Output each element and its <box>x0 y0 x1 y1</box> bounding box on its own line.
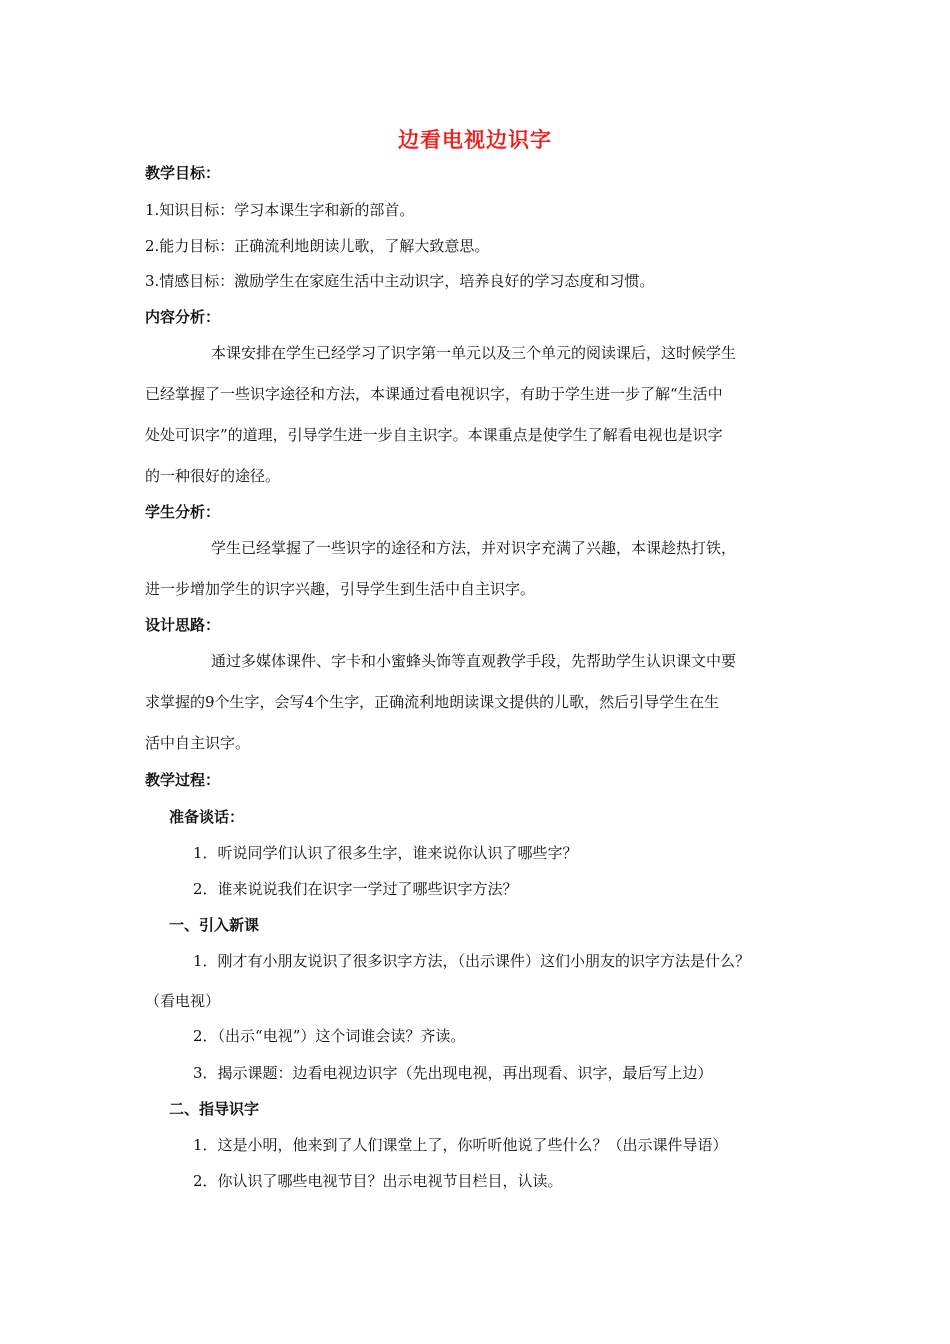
design-line: 活中自主识字。 <box>145 734 251 752</box>
students-line: 进一步增加学生的识字兴趣，引导学生到生活中自主识字。 <box>145 580 536 598</box>
content-line: 处处可识字”的道理，引导学生进一步自主识字。本课重点是使学生了解看电视也是识字 <box>145 426 723 444</box>
prep-item: 2．谁来说说我们在识字一学过了哪些识字方法？ <box>193 880 518 898</box>
content-line: 的一种很好的途径。 <box>145 467 281 485</box>
prep-item: 1．听说同学们认识了很多生字，谁来说你认识了哪些字？ <box>193 844 578 862</box>
part1-heading: 一、引入新课 <box>169 916 260 934</box>
part2-item: 1．这是小明，他来到了人们课堂上了，你听听他说了些什么？（出示课件导语） <box>193 1136 728 1154</box>
content-heading: 内容分析： <box>145 308 221 326</box>
page-title: 边看电视边识字 <box>398 128 552 152</box>
content-line: 已经掌握了一些识字途径和方法，本课通过看电视识字，有助于学生进一步了解“生活中 <box>145 385 723 403</box>
part1-item: 2．（出示“电视”）这个词谁会读？齐读。 <box>193 1027 466 1045</box>
students-line: 学生已经掌握了一些识字的途径和方法，并对识字充满了兴趣，本课趁热打铁， <box>211 539 737 557</box>
design-heading: 设计思路： <box>145 616 221 634</box>
process-heading: 教学过程： <box>145 771 221 789</box>
design-line: 通过多媒体课件、字卡和小蜜蜂头饰等直观教学手段，先帮助学生认识课文中要 <box>211 652 737 670</box>
goal-item: 3.情感目标：激励学生在家庭生活中主动识字，培养良好的学习态度和习惯。 <box>145 272 655 290</box>
part1-item: 1．刚才有小朋友说识了很多识字方法，（出示课件）这们小朋友的识字方法是什么？ <box>193 952 751 970</box>
part1-item: 3．揭示课题：边看电视边识字（先出现电视，再出现看、识字，最后写上边） <box>193 1064 713 1082</box>
design-line: 求掌握的9个生字，会写4个生字，正确流利地朗读课文提供的儿歌，然后引导学生在生 <box>145 693 720 711</box>
goal-item: 1.知识目标：学习本课生字和新的部首。 <box>145 201 415 219</box>
goals-heading: 教学目标： <box>145 164 221 182</box>
students-heading: 学生分析： <box>145 503 221 521</box>
part2-item: 2．你认识了哪些电视节目？出示电视节目栏目，认读。 <box>193 1172 563 1190</box>
content-line: 本课安排在学生已经学习了识字第一单元以及三个单元的阅读课后，这时候学生 <box>211 344 737 362</box>
goal-item: 2.能力目标：正确流利地朗读儿歌，了解大致意思。 <box>145 237 490 255</box>
prep-heading: 准备谈话： <box>169 808 245 826</box>
part1-item: （看电视） <box>145 992 221 1010</box>
part2-heading: 二、指导识字 <box>169 1100 260 1118</box>
